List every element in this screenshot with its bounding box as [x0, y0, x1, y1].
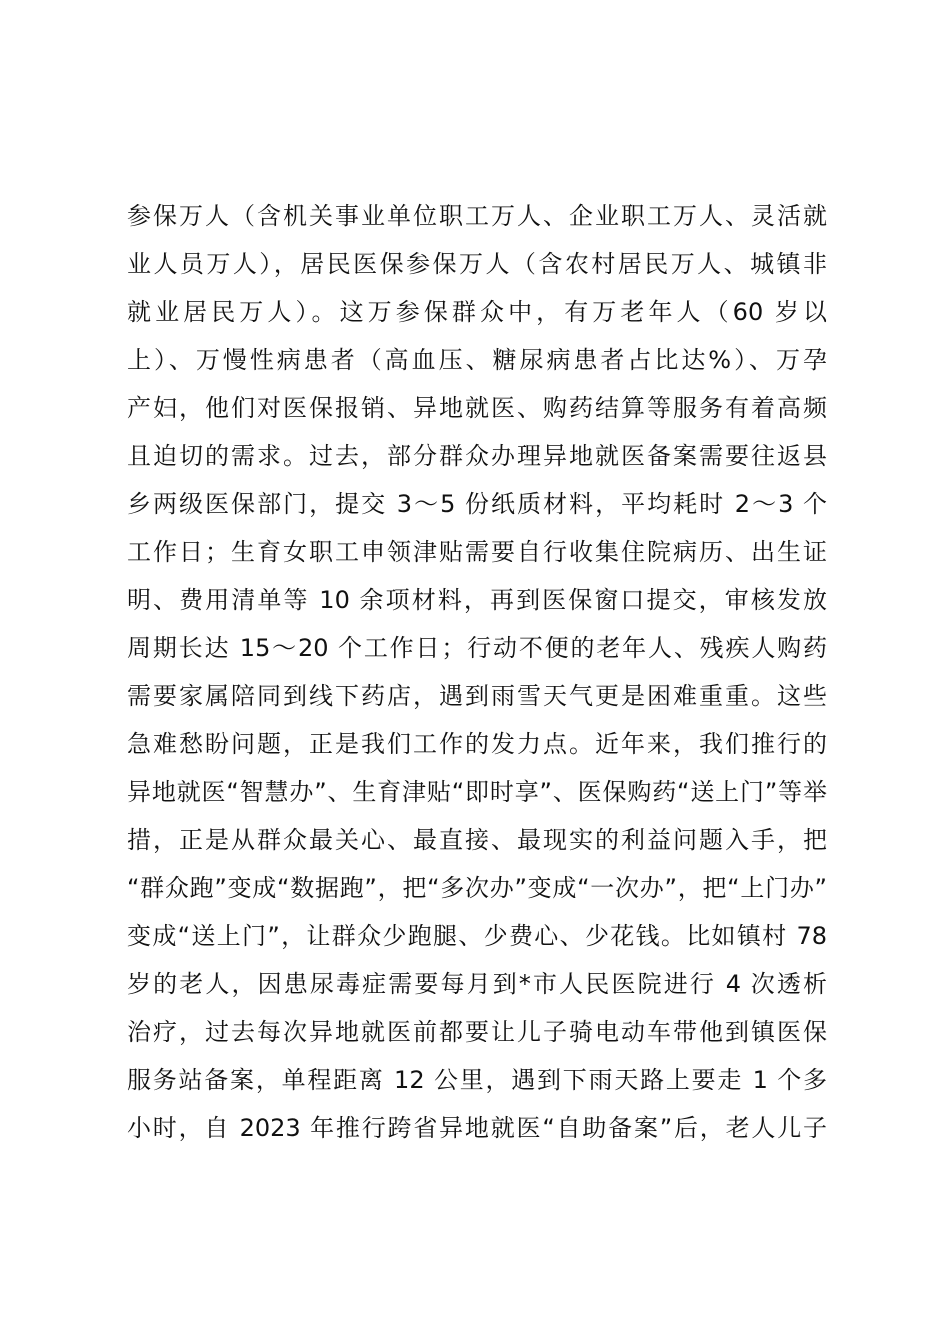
text-line-16: 变成“送上门”，让群众少跑腿、少费心、少花钱。比如镇村 78: [127, 922, 827, 950]
text-line-19: 服务站备案，单程距离 12 公里，遇到下雨天路上要走 1 个多: [127, 1066, 827, 1094]
text-line-20: 小时，自 2023 年推行跨省异地就医“自助备案”后，老人儿子: [127, 1114, 827, 1142]
text-line-1: 参保万人（含机关事业单位职工万人、企业职工万人、灵活就: [127, 202, 827, 230]
text-line-18: 治疗，过去每次异地就医前都要让儿子骑电动车带他到镇医保: [127, 1018, 827, 1046]
text-line-15: “群众跑”变成“数据跑”，把“多次办”变成“一次办”，把“上门办”: [127, 874, 827, 902]
text-line-2: 业人员万人），居民医保参保万人（含农村居民万人、城镇非: [127, 250, 827, 278]
text-line-6: 且迫切的需求。过去，部分群众办理异地就医备案需要往返县: [127, 442, 827, 470]
body-paragraph: [127, 192, 827, 1152]
text-line-14: 措，正是从群众最关心、最直接、最现实的利益问题入手，把: [127, 826, 827, 854]
text-line-9: 明、费用清单等 10 余项材料，再到医保窗口提交，审核发放: [127, 586, 827, 614]
text-line-5: 产妇，他们对医保报销、异地就医、购药结算等服务有着高频: [127, 394, 827, 422]
text-line-3: 就业居民万人）。这万参保群众中，有万老年人（60 岁以: [127, 298, 827, 326]
text-line-10: 周期长达 15～20 个工作日；行动不便的老年人、残疾人购药: [127, 634, 827, 662]
text-line-8: 工作日；生育女职工申领津贴需要自行收集住院病历、出生证: [127, 538, 827, 566]
text-line-11: 需要家属陪同到线下药店，遇到雨雪天气更是困难重重。这些: [127, 682, 827, 710]
text-line-4: 上）、万慢性病患者（高血压、糖尿病患者占比达%）、万孕: [127, 346, 827, 374]
text-line-7: 乡两级医保部门，提交 3～5 份纸质材料，平均耗时 2～3 个: [127, 490, 827, 518]
text-line-12: 急难愁盼问题，正是我们工作的发力点。近年来，我们推行的: [127, 730, 827, 758]
text-line-17: 岁的老人，因患尿毒症需要每月到*市人民医院进行 4 次透析: [127, 970, 827, 998]
text-line-13: 异地就医“智慧办”、生育津贴“即时享”、医保购药“送上门”等举: [127, 778, 827, 806]
